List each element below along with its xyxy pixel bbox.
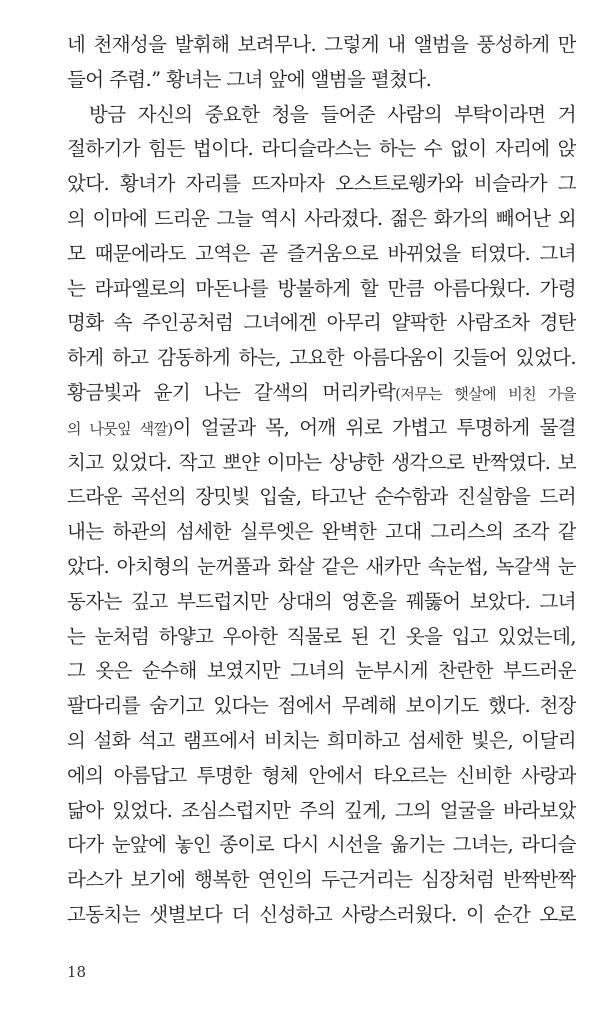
text-line xyxy=(67,898,576,933)
text-segment: 는 눈처럼 하얗고 우아한 직물로 된 긴 옷을 입고 있었는데, xyxy=(67,624,576,648)
text-segment: 드라운 곡선의 장밋빛 입술, 타고난 순수함과 진실함을 드러 xyxy=(67,485,576,509)
text-line xyxy=(67,863,576,898)
body-text xyxy=(67,28,576,933)
text-segment: 황금빛과 윤기 나는 갈색의 머리카락 xyxy=(67,380,396,404)
text-line xyxy=(67,585,576,620)
text-line xyxy=(67,620,576,655)
text-segment: 의 설화 석고 램프에서 비치는 희미하고 섬세한 빛은, 이달리 xyxy=(67,728,576,752)
text-line xyxy=(67,341,576,376)
text-segment: 명화 속 주인공처럼 그녀에겐 아무리 얄팍한 사람조차 경탄 xyxy=(67,311,576,335)
text-line xyxy=(67,724,576,759)
text-line xyxy=(67,411,576,446)
text-segment: 이 얼굴과 목, 어깨 위로 가볍고 투명하게 물결 xyxy=(172,415,576,439)
text-segment: 닮아 있었다. 조심스럽지만 주의 깊게, 그의 얼굴을 바라보았 xyxy=(67,798,576,822)
text-line xyxy=(67,202,576,237)
text-segment: 팔다리를 숨기고 있다는 점에서 무례해 보이기도 했다. 천장 xyxy=(67,694,576,718)
text-note: 의 나뭇잎 색깔) xyxy=(67,419,173,438)
text-line xyxy=(67,167,576,202)
text-line xyxy=(67,654,576,689)
text-line xyxy=(67,28,576,63)
text-segment: 하게 하고 감동하게 하는, 고요한 아름다움이 깃들어 있었다. xyxy=(67,346,576,370)
text-line xyxy=(67,446,576,481)
text-line xyxy=(67,63,576,98)
text-segment: 았다. 황녀가 자리를 뜨자마자 오스트로웽카와 비슬라가 그 xyxy=(67,172,576,196)
text-segment: 들어 주렴.” 황녀는 그녀 앞에 앨범을 펼쳤다. xyxy=(67,67,432,91)
text-segment: 방금 자신의 중요한 청을 들어준 사람의 부탁이라면 거 xyxy=(89,102,576,126)
text-line xyxy=(67,515,576,550)
text-line xyxy=(67,272,576,307)
text-line xyxy=(67,550,576,585)
text-segment: 동자는 깊고 부드럽지만 상대의 영혼을 꿰뚫어 보았다. 그녀 xyxy=(67,589,576,613)
text-segment: 았다. 아치형의 눈꺼풀과 화살 같은 새카만 속눈썹, 녹갈색 눈 xyxy=(67,554,576,578)
text-segment: 라스가 보기에 행복한 연인의 두근거리는 심장처럼 반짝반짝 xyxy=(67,868,576,892)
text-segment: 는 라파엘로의 마돈나를 방불하게 할 만큼 아름다웠다. 가령 xyxy=(67,276,576,300)
text-segment: 그 옷은 순수해 보였지만 그녀의 눈부시게 찬란한 부드러운 xyxy=(67,659,576,683)
text-line xyxy=(67,306,576,341)
text-segment: 다가 눈앞에 놓인 종이로 다시 시선을 옮기는 그녀는, 라디슬 xyxy=(67,833,576,857)
text-segment: 내는 하관의 섬세한 실루엣은 완벽한 고대 그리스의 조각 같 xyxy=(67,520,576,544)
text-line xyxy=(67,98,576,133)
text-note: (저무는 햇살에 비친 가을 xyxy=(395,384,576,403)
text-segment: 고동치는 샛별보다 더 신성하고 사랑스러웠다. 이 순간 오로 xyxy=(67,902,576,926)
text-segment: 모 때문에라도 고역은 곧 즐거움으로 바뀌었을 터였다. 그녀 xyxy=(67,241,576,265)
page-number: 18 xyxy=(67,963,87,981)
text-line xyxy=(67,376,576,411)
text-line xyxy=(67,794,576,829)
text-segment: 에의 아름답고 투명한 형체 안에서 타오르는 신비한 사랑과 xyxy=(67,763,576,787)
text-line xyxy=(67,828,576,863)
text-segment: 의 이마에 드리운 그늘 역시 사라졌다. 젊은 화가의 빼어난 외 xyxy=(67,206,576,230)
text-line xyxy=(67,132,576,167)
text-segment: 절하기가 힘든 법이다. 라디슬라스는 하는 수 없이 자리에 앉 xyxy=(67,137,576,161)
text-line xyxy=(67,689,576,724)
text-segment: 치고 있었다. 작고 뽀얀 이마는 상냥한 생각으로 반짝였다. 보 xyxy=(67,450,576,474)
text-line xyxy=(67,759,576,794)
text-segment: 네 천재성을 발휘해 보려무나. 그렇게 내 앨범을 풍성하게 만 xyxy=(67,33,576,56)
text-line xyxy=(67,480,576,515)
text-line xyxy=(67,237,576,272)
